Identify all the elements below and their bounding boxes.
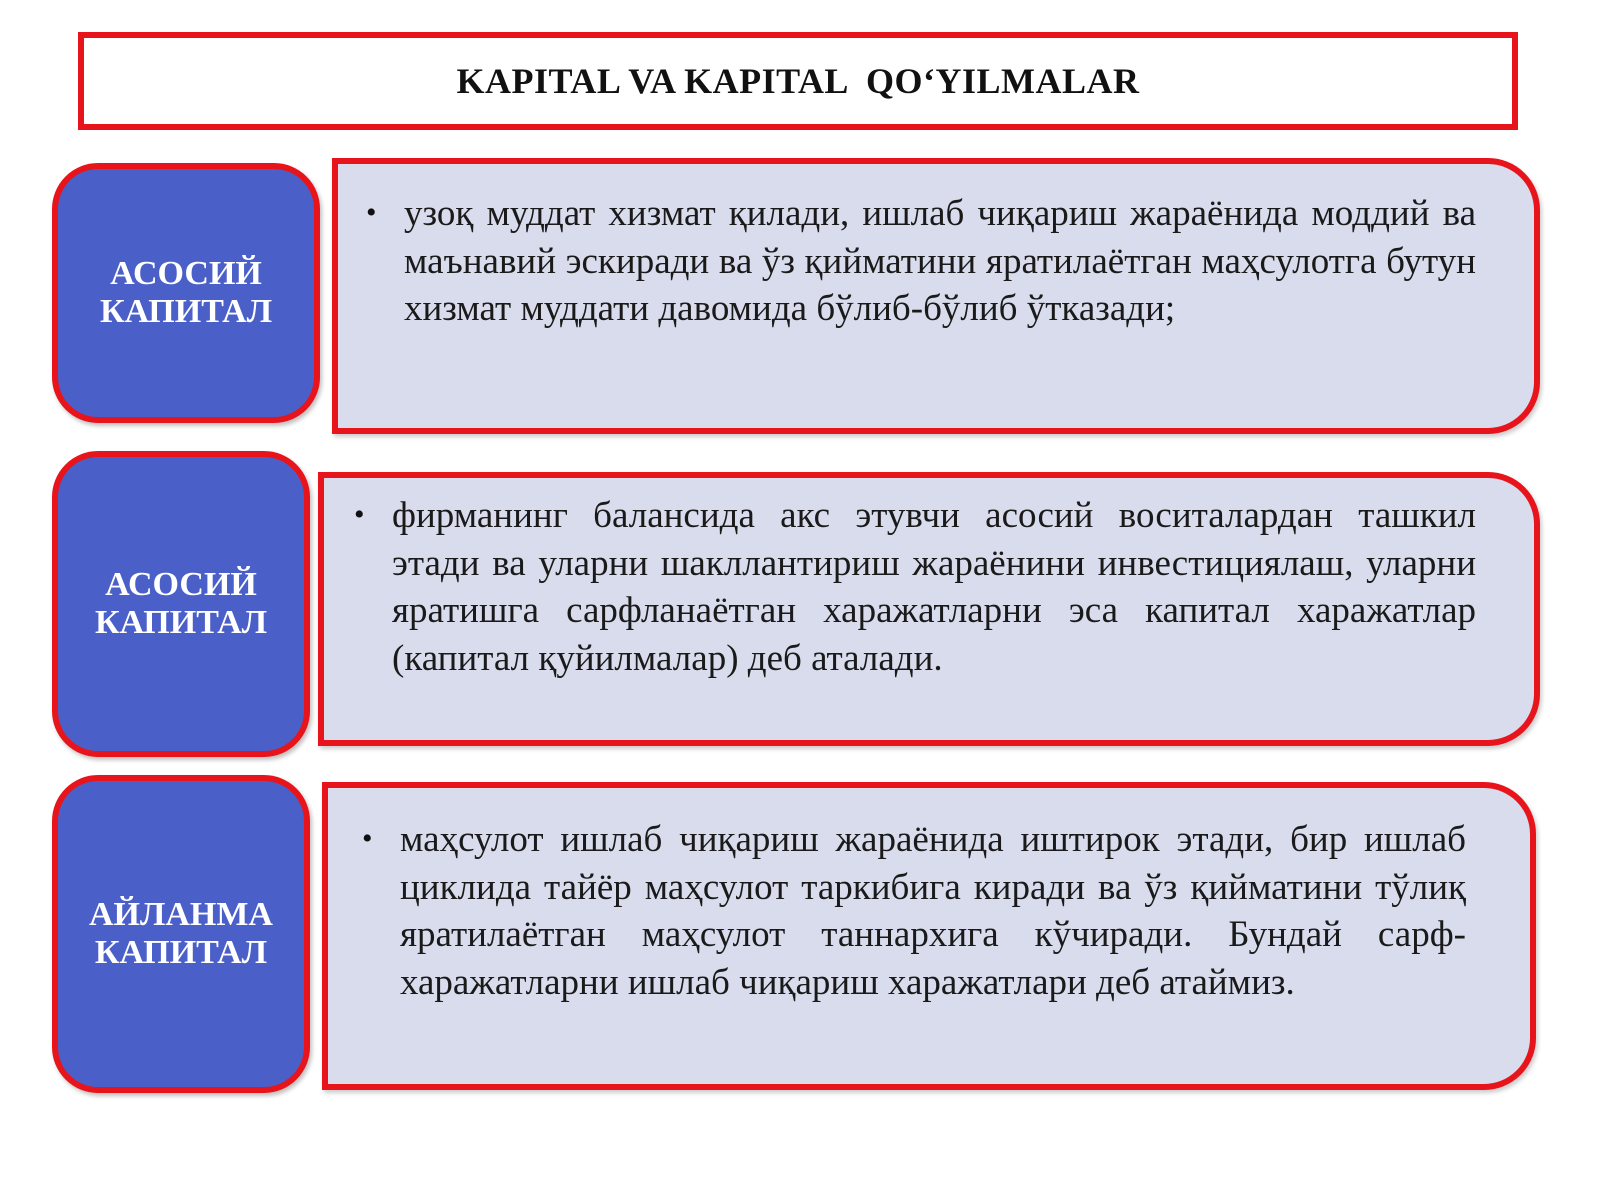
description-text: маҳсулот ишлаб чиқариш жараёнида иштирок этади, бир ишлаб циклида тайёр маҳсулот таркибига киради ва ўз қийматини тўлиқ яратилаётган маҳсулот таннархига кўчиради. Бундай сарф-харажатларни ишлаб чиқариш харажатлари деб атаймиз. bbox=[400, 819, 1466, 1003]
description-content bbox=[362, 816, 1466, 1006]
description-content bbox=[354, 492, 1476, 682]
title-box bbox=[78, 32, 1518, 130]
bullet-icon: • bbox=[362, 822, 373, 855]
description-text: узоқ муддат хизмат қилади, ишлаб чиқариш жараёнида моддий ва маънавий эскиради ва ўз қийматини яратилаётган маҳсулотга бутун хизмат муддати давомида бўлиб-бўлиб ўтказади; bbox=[404, 193, 1476, 329]
description-box-2 bbox=[318, 472, 1540, 746]
description-content bbox=[366, 190, 1476, 333]
label-text: АСОСИЙ КАПИТАЛ bbox=[94, 566, 268, 641]
page-title: KAPITAL VA KAPITAL QO‘YILMALAR bbox=[456, 61, 1140, 101]
label-box-fixed-capital-1 bbox=[52, 163, 320, 423]
label-box-fixed-capital-2 bbox=[52, 451, 310, 757]
description-box-3 bbox=[322, 782, 1536, 1090]
description-box-1 bbox=[332, 158, 1540, 434]
description-text: фирманинг балансида акс этувчи асосий воситалардан ташкил этади ва уларни шакллантириш жараёнини инвестициялаш, уларни яратишга сарфланаётган харажатларни эса капитал харажатлар (капитал қуйилмалар) деб аталади. bbox=[392, 495, 1476, 679]
bullet-icon: • bbox=[354, 498, 365, 531]
label-text: АЙЛАНМА КАПИТАЛ bbox=[89, 896, 273, 971]
bullet-icon: • bbox=[366, 196, 377, 229]
label-text: АСОСИЙ КАПИТАЛ bbox=[99, 255, 273, 330]
label-box-working-capital bbox=[52, 775, 310, 1093]
